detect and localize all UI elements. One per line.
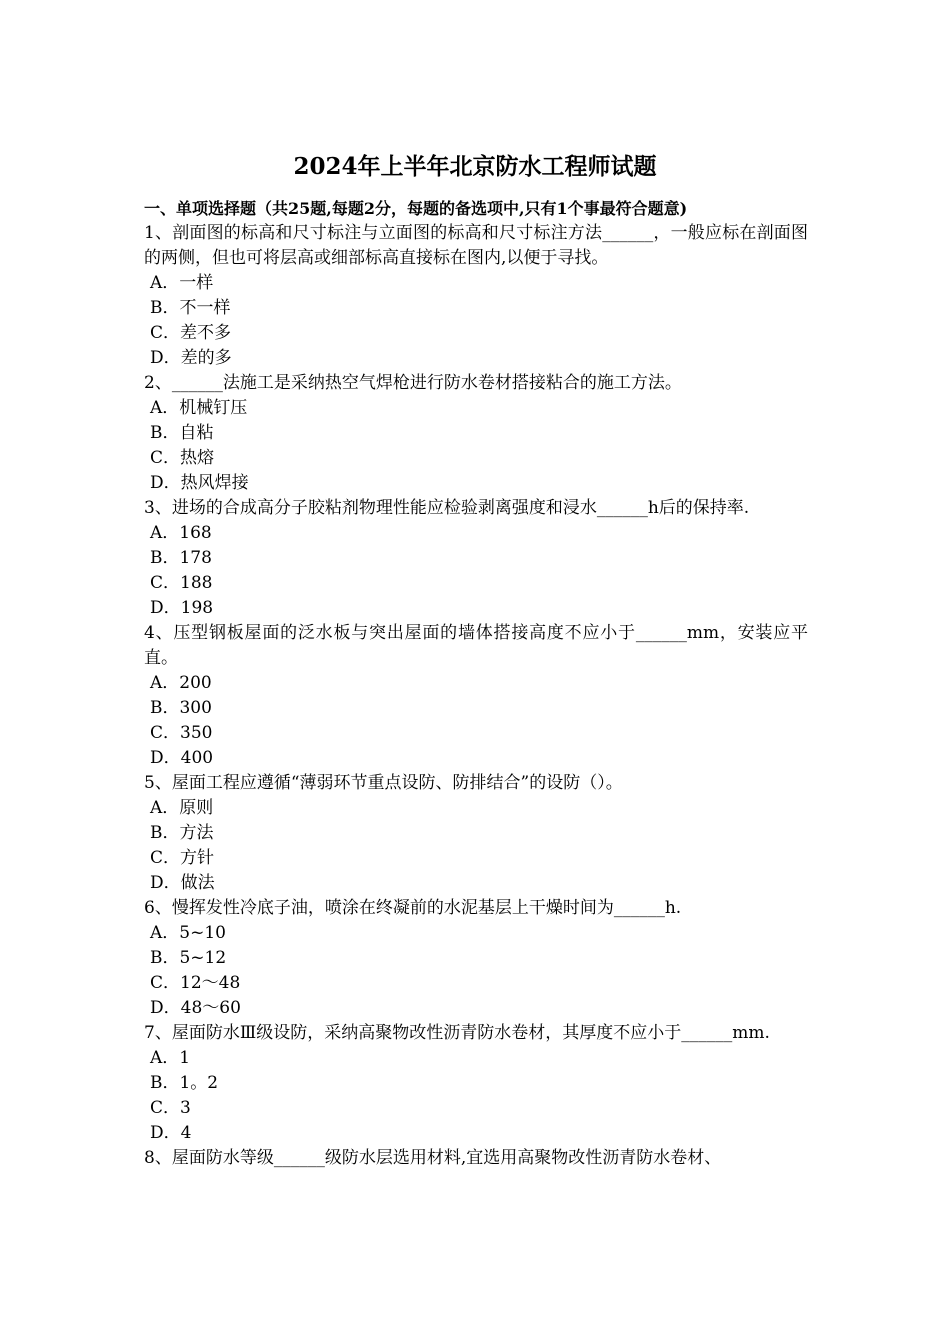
option-b: B．方法: [150, 823, 214, 843]
option-a: A．一样: [150, 273, 214, 293]
question-text: 4、压型钢板屋面的泛水板与突出屋面的墙体搭接高度不应小于______mm，安装应平直。: [144, 623, 808, 668]
option-a: A．5~10: [150, 923, 226, 943]
option-c: C．方针: [150, 848, 215, 868]
option-d: D．400: [150, 748, 214, 768]
option-b: B．178: [150, 548, 212, 568]
question-2: [144, 371, 808, 496]
option-d: D．48～60: [150, 998, 241, 1018]
question-8: [144, 1146, 808, 1171]
option-d: D．热风焊接: [150, 473, 249, 493]
document-body: [144, 196, 808, 1171]
question-text: 8、屋面防水等级______级防水层选用材料,宜选用高聚物改性沥青防水卷材、: [144, 1148, 722, 1168]
option-c: C．12～48: [150, 973, 241, 993]
option-b: B．1。2: [150, 1073, 219, 1093]
option-d: D．198: [150, 598, 214, 618]
option-c: C．热熔: [150, 448, 215, 468]
option-d: D．4: [150, 1123, 192, 1143]
question-1: [144, 221, 808, 371]
option-a: A．1: [150, 1048, 191, 1068]
option-b: B．300: [150, 698, 212, 718]
option-a: A．机械钉压: [150, 398, 248, 418]
question-5: [144, 771, 808, 896]
option-a: A．200: [150, 673, 212, 693]
question-text: 7、屋面防水Ⅲ级设防，采纳高聚物改性沥青防水卷材，其厚度不应小于______mm.: [144, 1023, 770, 1043]
question-text: 1、剖面图的标高和尺寸标注与立面图的标高和尺寸标注方法______，一般应标在剖面图的两侧，但也可将层高或细部标高直接标在图内,以便于寻找。: [144, 223, 808, 268]
question-text: 2、______法施工是采纳热空气焊枪进行防水卷材搭接粘合的施工方法。: [144, 373, 682, 393]
document-title: 2024年上半年北京防水工程师试题: [293, 153, 657, 180]
option-b: B．自粘: [150, 423, 214, 443]
option-c: C．350: [150, 723, 213, 743]
question-7: [144, 1021, 808, 1146]
question-text: 6、慢挥发性冷底子油，喷涂在终凝前的水泥基层上干燥时间为______h.: [144, 898, 682, 918]
option-a: A．原则: [150, 798, 214, 818]
question-text: 5、屋面工程应遵循“薄弱环节重点设防、防排结合”的设防（）。: [144, 773, 623, 793]
option-d: D．做法: [150, 873, 215, 893]
option-a: A．168: [150, 523, 212, 543]
option-c: C．3: [150, 1098, 191, 1118]
question-3: [144, 496, 808, 621]
option-c: C．差不多: [150, 323, 232, 343]
question-6: [144, 896, 808, 1021]
option-d: D．差的多: [150, 348, 232, 368]
section-header: 一、单项选择题（共25题,每题2分，每题的备选项中,只有1个事最符合题意): [144, 199, 688, 218]
option-b: B．不一样: [150, 298, 231, 318]
question-text: 3、进场的合成高分子胶粘剂物理性能应检验剥离强度和浸水______h后的保持率.: [144, 498, 750, 518]
option-b: B．5~12: [150, 948, 227, 968]
option-c: C．188: [150, 573, 213, 593]
question-4: [144, 621, 808, 771]
